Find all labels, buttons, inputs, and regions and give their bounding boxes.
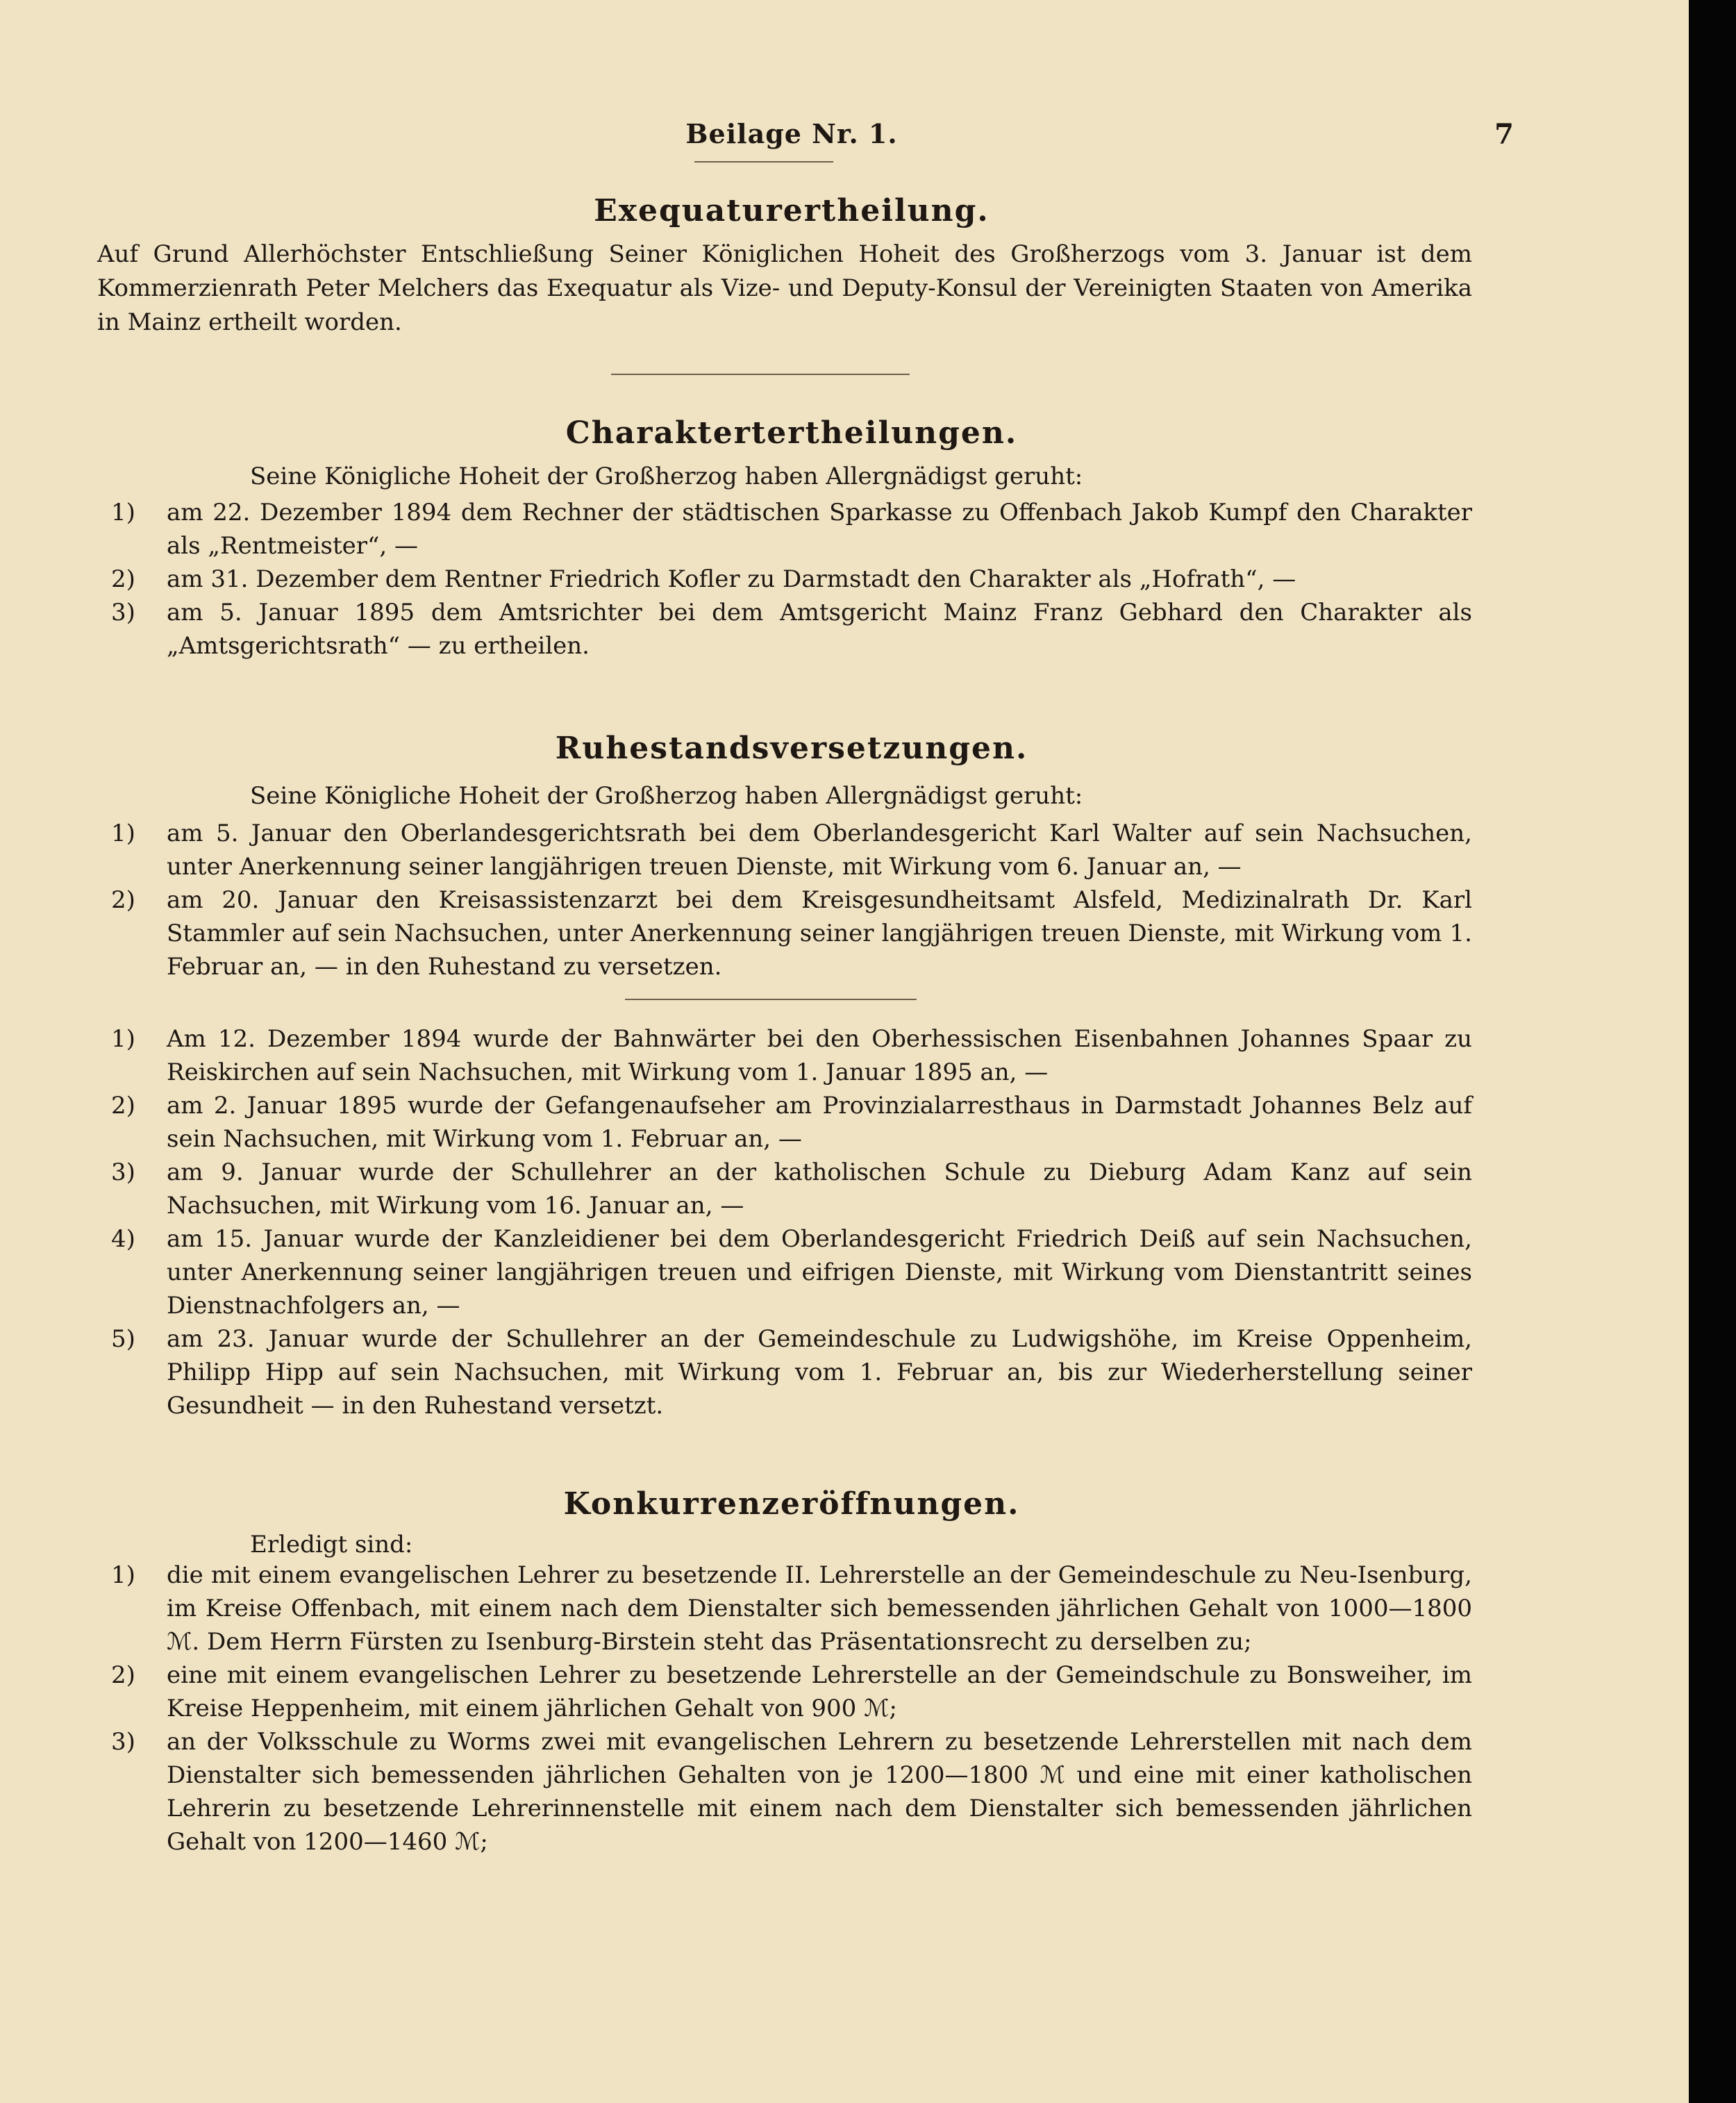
section-divider-1	[611, 374, 910, 375]
list-item-number: 1)	[111, 820, 135, 847]
list-item-number: 2)	[111, 1661, 135, 1689]
list-item-text: am 5. Januar den Oberlandesgerichtsrath bei dem Oberlandesgericht Karl Walter auf sein Nachsuchen, unter Anerkennung seiner langjährigen treuen Dienste, mit Wirkung vom 6. Januar an, —	[167, 820, 1472, 881]
list-item-number: 4)	[111, 1225, 135, 1253]
list-item	[111, 1022, 1472, 1089]
list-item	[111, 496, 1472, 563]
list-item-text: am 22. Dezember 1894 dem Rechner der städtischen Sparkasse zu Offenbach Jakob Kumpf den Charakter als „Rentmeister“, —	[167, 499, 1472, 560]
list-item	[111, 563, 1472, 596]
list-item	[111, 1322, 1472, 1422]
charakter-intro: Seine Königliche Hoheit der Großherzog haben Allergnädigst geruht:	[250, 463, 1083, 490]
heading-konkurrenz: Konkurrenzeröffnungen.	[563, 1486, 1020, 1522]
list-item	[111, 1558, 1472, 1659]
list-item	[111, 817, 1472, 883]
list-item-text: eine mit einem evangelischen Lehrer zu besetzende Lehrerstelle an der Gemeindschule zu Bonsweiher, im Kreise Heppenheim, mit einem jährlichen Gehalt von 900 ℳ;	[167, 1661, 1472, 1722]
ruhestand-list	[111, 817, 1472, 983]
list-item-number: 2)	[111, 886, 135, 914]
exequatur-text: Auf Grund Allerhöchster Entschließung Seiner Königlichen Hoheit des Großherzogs vom 3. Januar ist dem Kommerzienrath Peter Melchers das Exequatur als Vize- und Deputy-Konsul der Vereinigten Staaten von Amerika in Mainz ertheilt worden.	[97, 240, 1472, 336]
list-item-number: 1)	[111, 499, 135, 526]
heading-charakter: Charaktertertheilungen.	[565, 415, 1018, 451]
page-header	[97, 118, 1514, 160]
list-item-number: 5)	[111, 1325, 135, 1353]
section-divider-2	[625, 999, 917, 1000]
list-item-number: 1)	[111, 1025, 135, 1053]
list-item	[111, 1725, 1472, 1859]
list-item-text: an der Volksschule zu Worms zwei mit evangelischen Lehrern zu besetzende Lehrerstellen mit nach dem Dienstalter sich bemessenden jährlichen Gehalten von je 1200—1800 ℳ und eine mit einer katholischen Lehrerin zu besetzende Lehrerinnenstelle mit einem nach dem Dienstalter sich bemessenden jährlichen Gehalt von 1200—1460 ℳ;	[167, 1728, 1472, 1856]
list-item-number: 3)	[111, 599, 135, 626]
list-item-text: Am 12. Dezember 1894 wurde der Bahnwärter bei den Oberhessischen Eisenbahnen Johannes Spaar zu Reiskirchen auf sein Nachsuchen, mit Wirkung vom 1. Januar 1895 an, —	[167, 1025, 1472, 1086]
list-item-text: am 23. Januar wurde der Schullehrer an der Gemeindeschule zu Ludwigshöhe, im Kreise Oppenheim, Philipp Hipp auf sein Nachsuchen, mit Wirkung vom 1. Februar an, bis zur Wiederherstellung seiner Gesundheit — in den Ruhestand versetzt.	[167, 1325, 1472, 1420]
list-item	[111, 596, 1472, 663]
konkurrenz-intro: Erledigt sind:	[250, 1531, 413, 1558]
scan-edge	[1689, 0, 1736, 2103]
header-rule	[694, 161, 833, 163]
page-number: 7	[1494, 118, 1514, 151]
heading-exequatur: Exequaturertheilung.	[594, 193, 990, 228]
list-item-text: am 31. Dezember dem Rentner Friedrich Kofler zu Darmstadt den Charakter als „Hofrath“, —	[167, 565, 1296, 593]
list-item-number: 2)	[111, 565, 135, 593]
charakter-list	[111, 496, 1472, 663]
list-item-number: 1)	[111, 1561, 135, 1589]
list-item-text: die mit einem evangelischen Lehrer zu besetzende II. Lehrerstelle an der Gemeindeschule zu Neu-Isenburg, im Kreise Offenbach, mit einem nach dem Dienstalter sich bemessenden jährlichen Gehalt von 1000—1800 ℳ. Dem Herrn Fürsten zu Isenburg-Birstein steht das Präsentationsrecht zu derselben zu;	[167, 1561, 1472, 1656]
further-list	[111, 1022, 1472, 1422]
list-item-text: am 15. Januar wurde der Kanzleidiener bei dem Oberlandesgericht Friedrich Deiß auf sein Nachsuchen, unter Anerkennung seiner langjährigen treuen und eifrigen Dienste, mit Wirkung vom Dienstantritt seines Dienstnachfolgers an, —	[167, 1225, 1472, 1320]
ruhestand-intro: Seine Königliche Hoheit der Großherzog haben Allergnädigst geruht:	[250, 782, 1083, 810]
list-item-text: am 20. Januar den Kreisassistenzarzt bei dem Kreisgesundheitsamt Alsfeld, Medizinalrath Dr. Karl Stammler auf sein Nachsuchen, unter Anerkennung seiner langjährigen treuen Dienste, mit Wirkung vom 1. Februar an, — in den Ruhestand zu versetzen.	[167, 886, 1472, 981]
list-item	[111, 883, 1472, 983]
list-item-text: am 5. Januar 1895 dem Amtsrichter bei dem Amtsgericht Mainz Franz Gebhard den Charakter als „Amtsgerichtsrath“ — zu ertheilen.	[167, 599, 1472, 660]
list-item-number: 3)	[111, 1728, 135, 1756]
list-item	[111, 1089, 1472, 1156]
list-item	[111, 1156, 1472, 1222]
list-item-number: 3)	[111, 1158, 135, 1186]
list-item-text: am 2. Januar 1895 wurde der Gefangenaufseher am Provinzialarresthaus in Darmstadt Johannes Belz auf sein Nachsuchen, mit Wirkung vom 1. Februar an, —	[167, 1092, 1472, 1153]
list-item-number: 2)	[111, 1092, 135, 1120]
running-title: Beilage Nr. 1.	[685, 118, 898, 149]
list-item	[111, 1222, 1472, 1322]
heading-ruhestand: Ruhestandsversetzungen.	[555, 731, 1028, 766]
list-item	[111, 1659, 1472, 1725]
list-item-text: am 9. Januar wurde der Schullehrer an der katholischen Schule zu Dieburg Adam Kanz auf sein Nachsuchen, mit Wirkung vom 16. Januar an, —	[167, 1158, 1472, 1220]
konkurrenz-list	[111, 1558, 1472, 1859]
